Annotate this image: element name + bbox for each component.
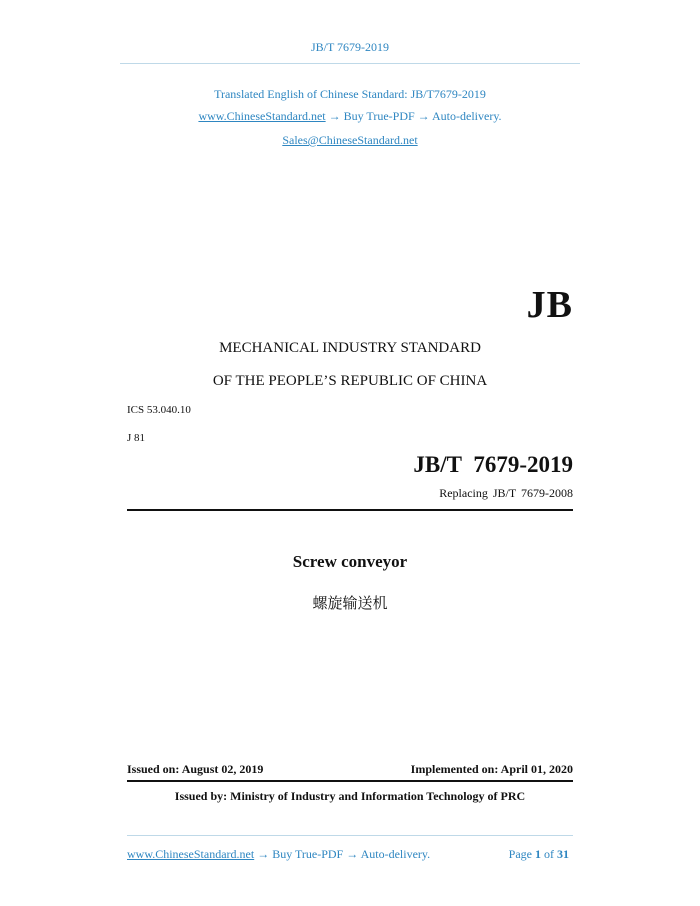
- auto-delivery-text: Auto-delivery.: [432, 109, 502, 123]
- site-link[interactable]: www.ChineseStandard.net: [198, 109, 326, 123]
- footer-site-link[interactable]: www.ChineseStandard.net: [127, 847, 255, 861]
- implemented-date: Implemented on: April 01, 2020: [410, 762, 573, 776]
- page-indicator: [509, 847, 569, 862]
- arrow-right-icon: →: [328, 109, 341, 123]
- dates-divider: [127, 780, 573, 782]
- footer-auto-delivery: Auto-delivery.: [360, 847, 431, 861]
- email-line: [0, 133, 700, 148]
- page-number: 1: [535, 847, 541, 861]
- title-english: Screw conveyor: [292, 552, 408, 571]
- header-code: JB/T 7679-2019: [310, 40, 390, 54]
- standard-number: JB/T 7679-2019: [413, 452, 573, 477]
- ccs-code: J 81: [127, 432, 146, 444]
- total-pages: 31: [557, 847, 569, 861]
- email-link[interactable]: Sales@ChineseStandard.net: [282, 133, 418, 147]
- org-line-1: MECHANICAL INDUSTRY STANDARD: [219, 340, 481, 356]
- standard-divider: [127, 509, 573, 511]
- issued-by: Issued by: Ministry of Industry and Information Technology of PRC: [174, 789, 526, 803]
- arrow-right-icon: →: [417, 109, 430, 123]
- org-line-2: OF THE PEOPLE’S REPUBLIC OF CHINA: [212, 373, 488, 389]
- ics-code: ICS 53.040.10: [127, 404, 191, 416]
- jb-logo: JB: [526, 284, 573, 326]
- title-chinese: 螺旋输送机: [312, 594, 388, 612]
- footer-purchase-line: [127, 847, 430, 862]
- footer-buy-pdf-link[interactable]: Buy True-PDF: [272, 847, 344, 861]
- issued-date: Issued on: August 02, 2019: [127, 762, 264, 776]
- footer-divider: [127, 835, 573, 836]
- of-label: of: [544, 847, 554, 861]
- header-divider: [120, 63, 580, 64]
- page-label: Page: [508, 847, 532, 861]
- translation-notice: Translated English of Chinese Standard: JB/T7679-2019: [214, 87, 486, 101]
- arrow-right-icon: →: [257, 847, 270, 861]
- arrow-right-icon: →: [346, 847, 359, 861]
- replacing-text: Replacing JB/T 7679-2008: [439, 486, 573, 500]
- buy-pdf-link[interactable]: Buy True-PDF: [343, 109, 415, 123]
- purchase-line: [0, 109, 700, 124]
